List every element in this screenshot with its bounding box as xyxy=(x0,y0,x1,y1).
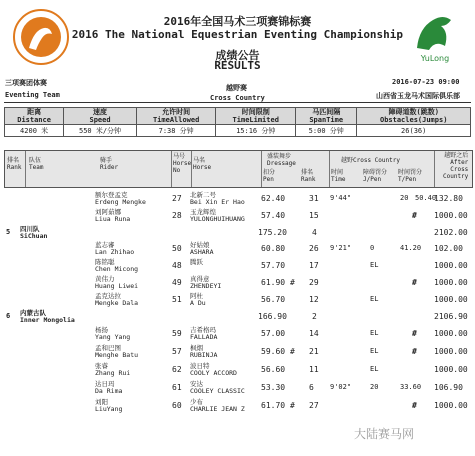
info-header: 马匹间隔 SpanTime xyxy=(296,108,357,125)
dressage-rank: 14 xyxy=(309,329,319,338)
cc-time: 9'21" xyxy=(330,244,352,252)
horse-name-cn: 玉龙辉煌 xyxy=(190,208,216,216)
rider-name-en: Da Rima xyxy=(95,387,123,395)
rider-name-cn: 陈铭聪 xyxy=(95,258,115,266)
dressage-rank: 17 xyxy=(309,261,319,270)
team-name-cn: 内蒙古队 xyxy=(20,309,46,317)
team-after-cc: 2106.90 xyxy=(434,312,468,321)
results-header xyxy=(4,150,473,188)
watermark: 大陆赛马网 xyxy=(354,427,415,441)
col-rank: 排名 Rank xyxy=(7,157,22,171)
info-header: 时间限制 TimeLimited xyxy=(216,108,296,125)
info-header: 允许时间 TimeAllowed xyxy=(136,108,216,125)
info-value: 5:00 分钟 xyxy=(296,125,357,137)
horse-number: 28 xyxy=(172,211,182,220)
horse-name-en: COOLEY CLASSIC xyxy=(190,387,245,395)
after-cc: 1000.00 xyxy=(434,295,468,304)
rider-name-cn: 张睿 xyxy=(95,362,108,370)
dressage-rank: 27 xyxy=(309,401,319,410)
rider-name-cn: 达日玛 xyxy=(95,380,115,388)
dressage-pen: 56.60 xyxy=(261,365,286,374)
horse-name-en: ZHENDEYI xyxy=(190,282,222,290)
jump-pen: EL xyxy=(370,365,379,373)
horse-name-cn: 少布 xyxy=(190,398,203,406)
horse-name-en: YULONGHUIHUANG xyxy=(190,215,245,223)
dressage-pen: 59.60 xyxy=(261,347,286,356)
time-pen-total: 50.40 xyxy=(415,194,437,202)
after-cc: 1000.00 xyxy=(434,261,468,270)
after-mark: # xyxy=(412,347,417,356)
team-after-cc: 2102.00 xyxy=(434,228,468,237)
dressage-pen: 62.40 xyxy=(261,194,286,203)
venue: 山西省玉龙马术国际俱乐部 xyxy=(376,92,460,100)
discard-mark: # xyxy=(290,347,295,356)
after-cc: 1000.00 xyxy=(434,211,468,220)
col-rider: 骑手 Rider xyxy=(100,157,119,171)
rider-name-en: Zhang Rui xyxy=(95,369,131,377)
dressage-pen: 61.90 xyxy=(261,278,286,287)
info-value: 15:16 分钟 xyxy=(216,125,296,137)
col-dressage-pen: 扣分 Pen xyxy=(263,169,276,183)
horse-name-en: ASHARA xyxy=(190,248,214,256)
dressage-pen: 53.30 xyxy=(261,383,286,392)
dressage-pen: 61.70 xyxy=(261,401,286,410)
after-cc: 106.90 xyxy=(434,383,463,392)
rider-name-en: Chen Micong xyxy=(95,265,139,273)
title-cn: 2016年全国马术三项赛锦标赛 xyxy=(163,15,312,28)
dressage-rank: 29 xyxy=(309,278,319,287)
team-dressage-total: 175.20 xyxy=(258,228,287,237)
after-mark: # xyxy=(412,278,417,287)
horse-name-cn: 好姑娘 xyxy=(190,241,210,249)
horse-number: 27 xyxy=(172,194,182,203)
after-cc: 132.80 xyxy=(434,194,463,203)
team-dressage-rank: 2 xyxy=(312,312,317,321)
horse-number: 49 xyxy=(172,278,182,287)
header-divider xyxy=(4,102,471,103)
jump-pen: 20 xyxy=(370,383,379,391)
horse-number: 59 xyxy=(172,329,182,338)
time-pen: 33.60 xyxy=(400,383,422,391)
horse-name-cn: 安达 xyxy=(190,380,203,388)
info-value: 26(36) xyxy=(357,125,471,137)
team-name-en: SiChuan xyxy=(20,232,48,240)
after-cc: 1000.00 xyxy=(434,365,468,374)
dressage-pen: 60.80 xyxy=(261,244,286,253)
dressage-rank: 26 xyxy=(309,244,319,253)
dressage-pen: 56.70 xyxy=(261,295,286,304)
dressage-pen: 57.40 xyxy=(261,211,286,220)
rider-name-cn: 孟克达拉 xyxy=(95,292,121,300)
rider-name-en: Lan Zhihao xyxy=(95,248,135,256)
after-cc: 102.00 xyxy=(434,244,463,253)
col-horse-no: 马号 Horse No xyxy=(173,153,192,174)
team-dressage-total: 166.90 xyxy=(258,312,287,321)
after-mark: # xyxy=(412,401,417,410)
col-cross-country: 越野Cross Country xyxy=(341,157,400,164)
rider-name-en: LiuYang xyxy=(95,405,123,413)
rider-name-cn: 刘阿茹娜 xyxy=(95,208,121,216)
after-mark: # xyxy=(412,211,417,220)
horse-name-cn: 腾跃 xyxy=(190,258,203,266)
horse-number: 57 xyxy=(172,347,182,356)
horse-number: 62 xyxy=(172,365,182,374)
dressage-rank: 6 xyxy=(309,383,314,392)
horse-name-en: RUBINJA xyxy=(190,351,218,359)
rider-name-en: Yang Yang xyxy=(95,333,131,341)
rider-name-en: Menghe Batu xyxy=(95,351,139,359)
team-name-cn: 四川队 xyxy=(20,225,40,233)
team-rank: 5 xyxy=(6,228,11,236)
dressage-pen: 57.00 xyxy=(261,329,286,338)
after-mark: # xyxy=(412,329,417,338)
jump-pen: EL xyxy=(370,295,379,303)
horse-number: 61 xyxy=(172,383,182,392)
horse-number: 60 xyxy=(172,401,182,410)
rider-name-en: Huang Liwei xyxy=(95,282,139,290)
time-pen: 20 xyxy=(400,194,409,202)
horse-name-cn: 北新二号 xyxy=(190,191,216,199)
rider-name-cn: 蓝志審 xyxy=(95,241,115,249)
rider-name-en: Erdeng Mengke xyxy=(95,198,146,206)
horse-number: 48 xyxy=(172,261,182,270)
cc-time: 9'44" xyxy=(330,194,352,202)
jump-pen: EL xyxy=(370,261,379,269)
time-pen: 41.20 xyxy=(400,244,422,252)
rider-name-en: Liua Runa xyxy=(95,215,131,223)
rider-name-en: Mengke Dala xyxy=(95,299,139,307)
dressage-rank: 15 xyxy=(309,211,319,220)
jump-pen: 0 xyxy=(370,244,375,252)
horse-name-en: A Du xyxy=(190,299,206,307)
info-value: 550 米/分钟 xyxy=(64,125,137,137)
col-time-pen: 时间罚分 T/Pen xyxy=(398,169,423,183)
rider-name-cn: 杨扬 xyxy=(95,326,108,334)
horse-name-cn: 波日特 xyxy=(190,362,210,370)
yulong-logo-text: YuLong xyxy=(420,54,450,63)
after-cc: 1000.00 xyxy=(434,347,468,356)
horse-name-en: Bei Xin Er Hao xyxy=(190,198,245,206)
discard-mark: # xyxy=(290,401,295,410)
horse-name-en: FALLADA xyxy=(190,333,218,341)
event-en: Eventing Team xyxy=(5,91,60,99)
horse-name-cn: 吉希格玛 xyxy=(190,326,216,334)
rider-name-cn: 刘阳 xyxy=(95,398,108,406)
results-cn: 成绩公告 xyxy=(215,49,260,62)
dressage-rank: 11 xyxy=(309,365,319,374)
dressage-rank: 21 xyxy=(309,347,319,356)
team-name-en: Inner Mongolia xyxy=(20,316,75,324)
jump-pen: EL xyxy=(370,347,379,355)
col-team: 队伍 Team xyxy=(29,157,44,171)
event-cn: 三项赛团体赛 xyxy=(5,79,47,87)
col-after-cc: 越野之后 After Cross Country xyxy=(443,152,469,180)
rider-name-cn: 额尔登孟克 xyxy=(95,191,128,199)
phase-cn: 越野赛 xyxy=(226,84,247,92)
jump-pen: EL xyxy=(370,329,379,337)
horse-name-cn: 枫烟 xyxy=(190,344,203,352)
info-value: 4200 米 xyxy=(5,125,64,137)
after-cc: 1000.00 xyxy=(434,329,468,338)
info-header: 速度 Speed xyxy=(64,108,137,125)
phase-en: Cross Country xyxy=(210,94,265,102)
after-cc: 1000.00 xyxy=(434,401,468,410)
datetime: 2016-07-23 09:00 xyxy=(392,78,460,86)
horse-name-en: COOLY ACCORD xyxy=(190,369,237,377)
results-en: RESULTS xyxy=(214,59,261,72)
col-jump-pen: 障碍罚分 J/Pen xyxy=(363,169,388,183)
cc-time: 9'02" xyxy=(330,383,352,391)
col-horse: 马名 Horse xyxy=(193,157,212,171)
rider-name-cn: 孟和巴图 xyxy=(95,344,121,352)
col-dressage: 盛装舞步 Dressage xyxy=(267,153,296,167)
horse-name-en: CHARLIE JEAN Z xyxy=(190,405,245,413)
discard-mark: # xyxy=(290,278,295,287)
team-rank: 6 xyxy=(6,312,11,320)
dressage-rank: 12 xyxy=(309,295,319,304)
horse-name-cn: 真得意 xyxy=(190,275,210,283)
rider-name-cn: 黄伟力 xyxy=(95,275,115,283)
title-en: 2016 The National Equestrian Eventing Championship xyxy=(71,28,404,41)
team-dressage-rank: 4 xyxy=(312,228,317,237)
horse-number: 51 xyxy=(172,295,182,304)
course-info-table xyxy=(4,107,471,137)
dressage-rank: 31 xyxy=(309,194,319,203)
col-dressage-rank: 排名 Rank xyxy=(301,169,316,183)
horse-number: 50 xyxy=(172,244,182,253)
col-time: 时间 Time xyxy=(331,169,346,183)
info-header: 障碍道数(跳数) Obstacles(Jumps) xyxy=(357,108,471,125)
horse-name-cn: 阿杜 xyxy=(190,292,203,300)
info-value: 7:38 分钟 xyxy=(136,125,216,137)
dressage-pen: 57.70 xyxy=(261,261,286,270)
info-header: 距离 Distance xyxy=(5,108,64,125)
after-cc: 1000.00 xyxy=(434,278,468,287)
